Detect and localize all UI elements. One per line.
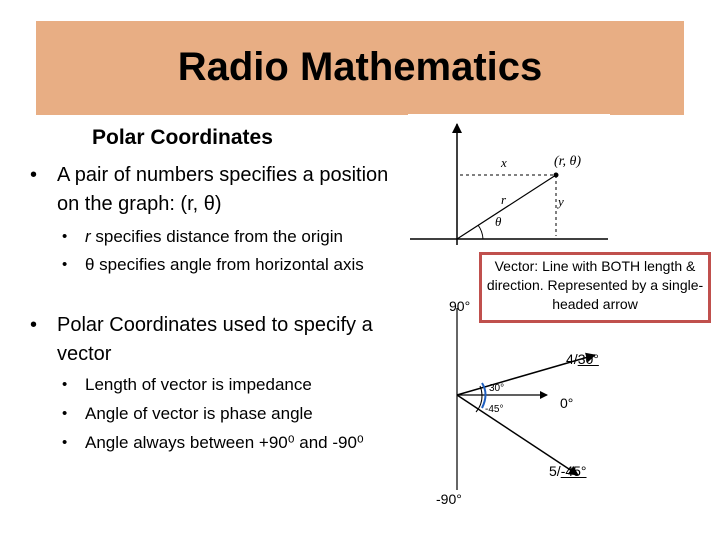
sub-bullet-length-text: Length of vector is impedance xyxy=(85,375,312,394)
sub-bullet-theta-text: θ specifies angle from horizontal axis xyxy=(85,255,364,274)
angle-label-positive: 30° xyxy=(489,383,505,394)
label-0-degrees: 0° xyxy=(560,395,574,411)
vector-2-magnitude: 5 xyxy=(549,463,557,479)
label-90-degrees: 90° xyxy=(449,298,471,314)
vector-2-angle: -45° xyxy=(560,463,587,479)
label-minus-90-degrees: -90° xyxy=(436,491,462,507)
vector-1-angle: 30° xyxy=(577,351,599,367)
slide-title: Radio Mathematics xyxy=(177,45,543,89)
polar-theta-arc xyxy=(478,225,483,239)
vector-callout: Vector: Line with BOTH length & direction. Represented by a single-headed arrow xyxy=(479,252,711,323)
sub-bullet-dot: • xyxy=(62,405,68,422)
section-heading: Polar Coordinates xyxy=(92,126,273,149)
polar-label-y: y xyxy=(558,194,564,209)
angle-label-negative: -45° xyxy=(485,404,504,415)
vector-1-label: 4/30° xyxy=(566,351,599,367)
bullet-1-line-2: on the graph: (r, θ) xyxy=(57,193,222,215)
polar-label-point: (r, θ) xyxy=(554,154,582,169)
sub-bullet-dot: • xyxy=(62,256,68,273)
sub-bullet-r-rest: specifies distance from the origin xyxy=(90,227,343,246)
bullet-2-line-2: vector xyxy=(57,343,112,365)
sub-bullet-r-em: r xyxy=(85,227,91,246)
sub-bullet-range-text: Angle always between +90⁰ and -90⁰ xyxy=(85,433,364,452)
bullet-2-line-1: Polar Coordinates used to specify a xyxy=(57,314,373,336)
polar-point xyxy=(554,173,559,178)
sub-bullet-angle-text: Angle of vector is phase angle xyxy=(85,404,313,423)
polar-label-r: r xyxy=(501,192,507,207)
polar-label-x: x xyxy=(501,155,507,170)
bullet-1-line-1: A pair of numbers specifies a position xyxy=(57,164,389,186)
polar-radius-line xyxy=(457,175,556,239)
sub-bullet-dot: • xyxy=(62,376,68,393)
vector-2-label: 5/-45° xyxy=(549,463,587,479)
vector-1-magnitude: 4 xyxy=(566,351,574,367)
polar-label-theta: θ xyxy=(495,214,502,229)
bullet-dot: • xyxy=(30,314,38,336)
sub-bullet-dot: • xyxy=(62,434,68,451)
sub-bullet-dot: • xyxy=(62,228,68,245)
bullet-dot: • xyxy=(30,164,38,186)
